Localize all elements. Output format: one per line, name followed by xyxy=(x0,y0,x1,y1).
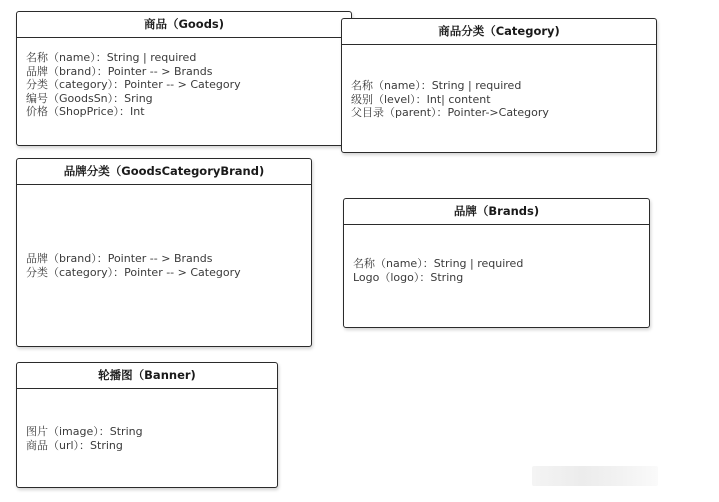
entity-goods-category-brand-fields xyxy=(26,252,305,279)
banner-field-image: 图片（image）：String xyxy=(26,425,143,438)
gcb-field-category: 分类（category）：Pointer -- > Category xyxy=(26,265,241,279)
entity-banner-fields xyxy=(26,425,271,452)
watermark-smudge xyxy=(532,466,658,486)
entity-category xyxy=(341,18,657,153)
entity-goods-fields xyxy=(26,51,345,119)
entity-goods xyxy=(16,11,352,146)
goods-field-category: 分类（category）：Pointer -- > Category xyxy=(26,78,241,92)
goods-field-shopprice: 价格（ShopPrice）：Int xyxy=(26,105,145,119)
goods-field-goodssn: 编号（GoodsSn）：Sring xyxy=(26,91,153,105)
category-field-name: 名称（name）：String | required xyxy=(351,79,522,92)
goods-field-brand: 品牌（brand）：Pointer -- > Brands xyxy=(26,64,213,78)
entity-category-fields xyxy=(351,79,650,120)
entity-goods-category-brand xyxy=(16,158,312,347)
entity-category-title: 商品分类（Category) xyxy=(342,19,656,45)
gcb-field-brand: 品牌（brand）：Pointer -- > Brands xyxy=(26,252,213,265)
brands-field-logo: Logo（logo）：String xyxy=(353,270,464,284)
entity-banner-title: 轮播图（Banner) xyxy=(17,363,277,389)
category-field-parent: 父目录（parent）：Pointer->Category xyxy=(351,106,549,120)
entity-brands-title: 品牌（Brands) xyxy=(344,199,649,225)
entity-goods-title: 商品（Goods) xyxy=(17,12,351,38)
entity-goods-category-brand-title: 品牌分类（GoodsCategoryBrand) xyxy=(17,159,311,185)
goods-field-name: 名称（name）：String | required xyxy=(26,51,197,64)
entity-banner xyxy=(16,362,278,488)
entity-brands-fields xyxy=(353,257,643,284)
entity-brands xyxy=(343,198,650,328)
category-field-level: 级别（level）：Int| content xyxy=(351,92,491,106)
banner-field-url: 商品（url）：String xyxy=(26,438,123,452)
brands-field-name: 名称（name）：String | required xyxy=(353,257,524,270)
